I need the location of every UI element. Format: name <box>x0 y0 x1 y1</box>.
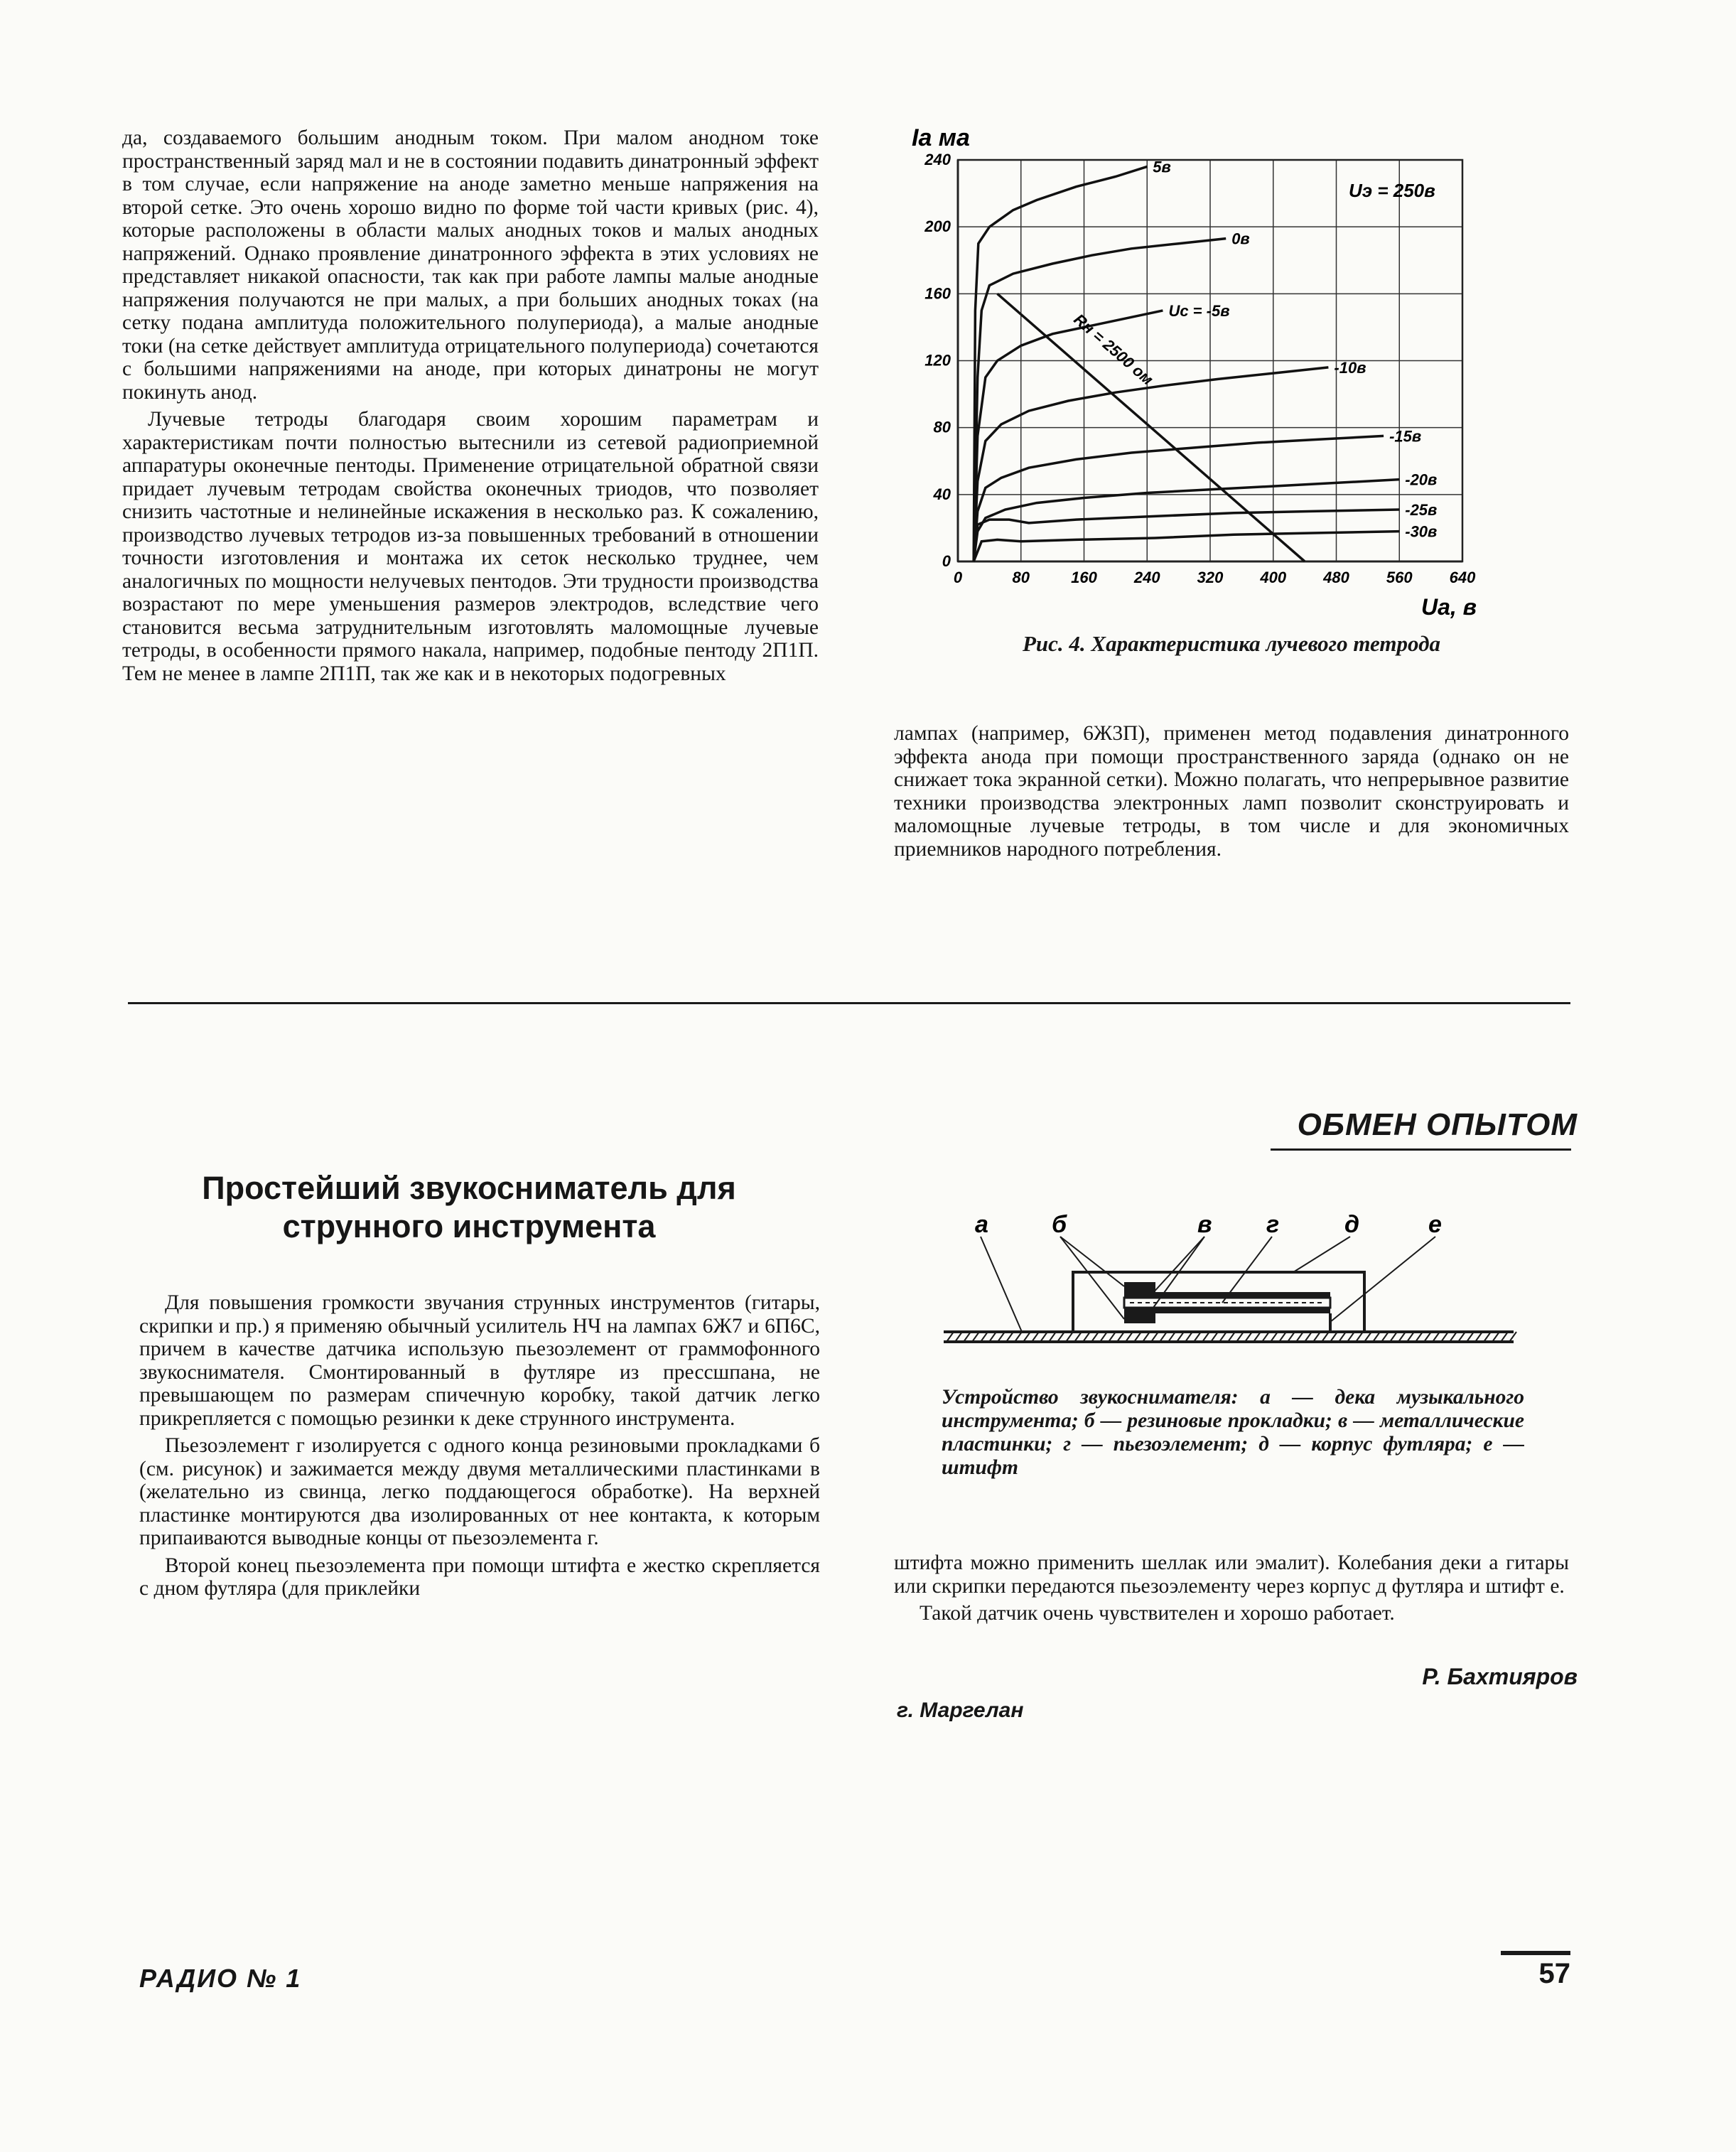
hatch-line <box>1433 1332 1440 1342</box>
series-label: 0в <box>1231 230 1250 248</box>
series-line <box>974 532 1399 561</box>
article-left-column <box>139 1291 820 1600</box>
page-number: 57 <box>1538 1958 1570 1989</box>
series-label: -15в <box>1389 427 1422 446</box>
x-tick-label: 400 <box>1260 569 1287 586</box>
x-tick-label: 560 <box>1386 569 1413 586</box>
hatch-line <box>1023 1332 1030 1342</box>
label-e: е <box>1428 1211 1442 1238</box>
x-tick-label: 0 <box>953 569 963 586</box>
hatch-line <box>1219 1332 1226 1342</box>
hatch-line <box>1117 1332 1124 1342</box>
hatch-line <box>1091 1332 1099 1342</box>
y-tick-label: 240 <box>924 151 951 168</box>
load-line-label: Rн = 2500 ом <box>1070 310 1157 389</box>
label-d: д <box>1344 1211 1360 1238</box>
hatch-line <box>1236 1332 1244 1342</box>
chart-labels <box>912 124 1477 620</box>
series-label: -25в <box>1405 501 1438 520</box>
hatch-line <box>1049 1332 1056 1342</box>
hatch-line <box>1057 1332 1064 1342</box>
hatch-line <box>1100 1332 1107 1342</box>
hatch-line <box>1296 1332 1303 1342</box>
rubber-pad <box>1124 1313 1155 1323</box>
series-label: -10в <box>1334 358 1366 377</box>
x-tick-label: 320 <box>1197 569 1224 586</box>
x-axis-label: Uа, в <box>1420 594 1477 620</box>
hatch-line <box>1279 1332 1286 1342</box>
hatch-line <box>1475 1332 1482 1342</box>
hatch-line <box>1271 1332 1278 1342</box>
y-tick-label: 0 <box>942 552 951 570</box>
hatch-line <box>1245 1332 1252 1342</box>
pickup-diagram <box>938 1208 1521 1372</box>
series-line <box>974 480 1399 561</box>
hatch-line <box>1134 1332 1141 1342</box>
label-v: в <box>1197 1211 1212 1238</box>
paragraph: да, создаваемого большим анодным током. При малом анодном токе пространственный заряд мал и не в состоянии подавить динатронный эффект в том случае, если напряжение на аноде заметно меньше напряжения на второй сетке. Это очень хорошо видно по форме той части кривых (рис. 4), которые расположены в области малых анодных токов и малых анодных напряжений. Однако проявление динатронного эффекта в этих условиях не представляет никакой опасности, так как при работе лампы малые анодные напряжения получаются не при малых, а при больших анодных токах (на сетку подана амплитуда положительного полупериода), а малые анодные токи (на сетке действует амплитуда отрицательного полупериода) сочетаются с большими напряжениями на аноде, при которых динатроны не могут покинуть анод. <box>122 127 819 404</box>
hatch-line <box>1356 1332 1363 1342</box>
hatch-line <box>964 1332 971 1342</box>
page-number-bar <box>1501 1951 1570 1955</box>
hatch-line <box>1066 1332 1073 1342</box>
hatch-line <box>1228 1332 1235 1342</box>
y-tick-label: 200 <box>924 217 951 236</box>
hatch-line <box>1398 1332 1406 1342</box>
paragraph: Лучевые тетроды благодаря своим хорошим параметрам и характеристикам почти полностью вытеснили из сетевой радиоприемной аппаратуры оконечные пентоды. Применение отрицательной обратной связи придает лучевым тетродам свойства оконечных триодов, что позволяет снизить частотные и нелинейные искажения в несколько раз. К сожалению, производство лучевых тетродов из-за повышенных требований в отношении точности изготовления и монтажа их сеток несколько труднее, чем аналогичных по мощности нелучевых пентодов. Эти трудности производства возрастают по мере уменьшения размеров электродов, вследствие чего становится весьма затруднительным изготовлять маломощные лучевые тетроды, в особенности прямого накала, например, подобные пентоду 2П1П. Тем не менее в лампе 2П1П, так же как и в некоторых подогревных <box>122 408 819 685</box>
series-label: Uс = -5в <box>1168 301 1230 320</box>
hatch-line <box>1467 1332 1474 1342</box>
hatch-line <box>1450 1332 1457 1342</box>
y-tick-label: 160 <box>924 284 951 303</box>
author: Р. Бахтияров <box>1422 1664 1578 1689</box>
hatch-line <box>1040 1332 1047 1342</box>
figure-4-caption: Рис. 4. Характеристика лучевого тетрода <box>1023 631 1440 656</box>
top-left-column <box>122 127 819 685</box>
hatch-line <box>1364 1332 1371 1342</box>
hatch-line <box>1330 1332 1337 1342</box>
series-line <box>974 311 1163 561</box>
hatch-line <box>1151 1332 1158 1342</box>
x-tick-label: 240 <box>1133 569 1160 586</box>
paragraph: Такой датчик очень чувствителен и хорошо работает. <box>920 1602 1395 1625</box>
article-title: Простейший звукосниматель для струнного инструмента <box>202 1170 736 1244</box>
hatch-line <box>1305 1332 1312 1342</box>
hatch-line <box>1441 1332 1448 1342</box>
paragraph: Для повышения громкости звучания струнных инструментов (гитары, скрипки и пр.) я применяю обычный усилитель НЧ на лампах 6Ж7 и 6П6С, причем в качестве датчика использую пьезоэлемент от граммофонного звукоснимателя. Смонтированный в футляре из прессшпана, не превышающем по размерам спичечную коробку, такой датчик легко прикрепляется с помощью резинки к деке струнного инструмента. <box>139 1291 820 1430</box>
hatch-line <box>1381 1332 1389 1342</box>
section-title: ОБМЕН ОПЫТОМ <box>1297 1107 1578 1142</box>
label-b: б <box>1052 1211 1067 1238</box>
hatch-line <box>989 1332 996 1342</box>
section-title-underline <box>1271 1148 1571 1151</box>
hatch-line <box>1501 1332 1508 1342</box>
hatch-line <box>1074 1332 1082 1342</box>
paragraph: лампах (например, 6Ж3П), применен метод подавления динатронного эффекта анода при помощи пространственного заряда (однако он не снижает тока экранной сетки). Можно полагать, что непрерывное развитие техники производства электронных ламп позволит сконструировать и маломощные лучевые тетроды, в том числе и для экономичных приемников народного потребления. <box>894 722 1569 861</box>
series-label: 5в <box>1153 158 1171 176</box>
chart-grid <box>958 160 1462 561</box>
series-label: -30в <box>1405 522 1438 541</box>
hatch-line <box>981 1332 988 1342</box>
y-tick-label: 120 <box>924 351 951 370</box>
hatch-line <box>1509 1332 1516 1342</box>
y-tick-label: 80 <box>933 418 951 436</box>
series-line <box>974 436 1384 561</box>
rubber-pad <box>1124 1282 1155 1292</box>
hatch-line <box>1313 1332 1320 1342</box>
hatch-line <box>1347 1332 1354 1342</box>
hatch-line <box>1083 1332 1090 1342</box>
parameter-label: Uэ = 250в <box>1349 180 1435 201</box>
hatch-line <box>998 1332 1005 1342</box>
hatch-line <box>1202 1332 1209 1342</box>
hatch-line <box>1373 1332 1380 1342</box>
hatch-line <box>955 1332 962 1342</box>
hatch-line <box>1416 1332 1423 1342</box>
paragraph: штифта можно применить шеллак или эмалит). Колебания деки а гитары или скрипки передаются пьезоэлементу через корпус д футляра и штифт е. <box>894 1551 1569 1598</box>
hatch-line <box>1322 1332 1329 1342</box>
paragraph: Второй конец пьезоэлемента при помощи штифта е жестко скрепляется с дном футляра (для приклейки <box>139 1554 820 1600</box>
top-right-column <box>894 722 1569 861</box>
hatch-line <box>1211 1332 1218 1342</box>
hatch-line <box>947 1332 954 1342</box>
x-tick-label: 160 <box>1071 569 1097 586</box>
y-tick-label: 40 <box>933 485 951 503</box>
article-right-column <box>894 1551 1569 1625</box>
hatch-line <box>1484 1332 1491 1342</box>
series-label: -20в <box>1405 470 1438 489</box>
hatch-line <box>1288 1332 1295 1342</box>
hatch-line <box>1492 1332 1499 1342</box>
soundboard <box>944 1332 1516 1342</box>
hatch-line <box>1185 1332 1192 1342</box>
hatch-line <box>1126 1332 1133 1342</box>
hatch-line <box>1254 1332 1261 1342</box>
hatch-line <box>1160 1332 1167 1342</box>
pickup-caption: Устройство звукоснимателя: а — дека музыкального инструмента; б — резиновые прокладки; в — металлические пластинки; г — пьезоэлемент; д — корпус футляра; е — штифт <box>942 1386 1524 1479</box>
hatch-line <box>1168 1332 1175 1342</box>
footer-journal: РАДИО № 1 <box>139 1964 302 1993</box>
figure-4-chart <box>894 114 1569 625</box>
hatch-line <box>1177 1332 1184 1342</box>
hatch-line <box>1015 1332 1022 1342</box>
hatch-line <box>1339 1332 1346 1342</box>
hatch-line <box>1458 1332 1465 1342</box>
hatch-line <box>972 1332 979 1342</box>
hatch-line <box>1032 1332 1039 1342</box>
y-axis-label: Iа ма <box>912 124 970 151</box>
city: г. Маргелан <box>897 1699 1024 1722</box>
hatch-line <box>1390 1332 1397 1342</box>
section-divider <box>128 1002 1570 1004</box>
series-line <box>974 239 1226 561</box>
x-tick-label: 640 <box>1449 569 1476 586</box>
label-g: г <box>1266 1211 1280 1238</box>
x-tick-label: 480 <box>1323 569 1349 586</box>
hatch-line <box>1424 1332 1431 1342</box>
hatch-line <box>1407 1332 1414 1342</box>
hatch-line <box>1262 1332 1269 1342</box>
hatch-line <box>1194 1332 1201 1342</box>
label-a: а <box>975 1211 988 1238</box>
hatch-line <box>1006 1332 1013 1342</box>
series-line <box>974 367 1328 561</box>
x-tick-label: 80 <box>1012 569 1030 586</box>
paragraph: Пьезоэлемент г изолируется с одного конца резиновыми прокладками б (см. рисунок) и зажимается между двумя металлическими пластинками в (желательно из свинца, легко поддающегося обработке). На верхней пластинке монтируются два изолированных от нее контакта, к которым припаиваются выводные концы от пьезоэлемента г. <box>139 1434 820 1549</box>
hatch-line <box>1109 1332 1116 1342</box>
hatch-line <box>1143 1332 1150 1342</box>
metal-plate <box>1124 1308 1330 1313</box>
